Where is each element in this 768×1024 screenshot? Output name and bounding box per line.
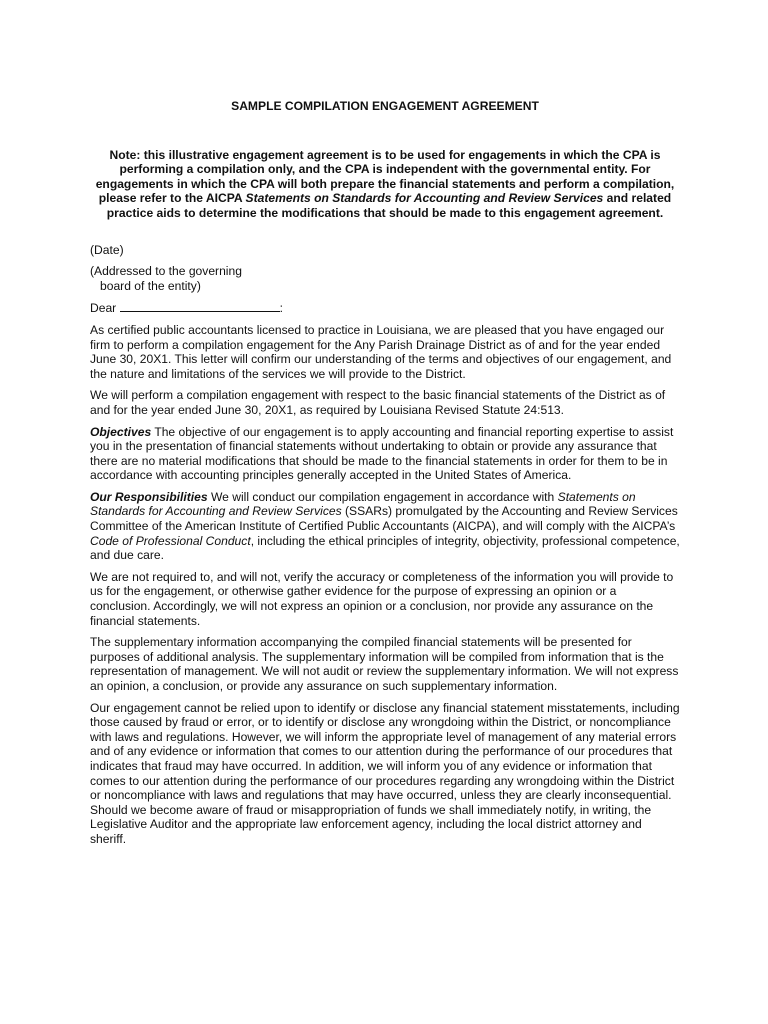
page-title: SAMPLE COMPILATION ENGAGEMENT AGREEMENT: [231, 99, 539, 113]
responsibilities-text-1: We will conduct our compilation engagement in accordance with: [207, 489, 558, 504]
engagement-paragraph: We will perform a compilation engagement with respect to the basic financial statements of the District as of and for the year ended June 30, 20X1, as required by Louisiana Revised Statute 24:513.: [90, 388, 666, 417]
note-italic-title: Statements on Standards for Accounting and Review Services: [245, 191, 604, 206]
objectives-text: The objective of our engagement is to apply accounting and financial reporting expertise to assist you in the presentation of financial statements without undertaking to obtain or provide any assurance that there are no material modifications that should be made to the financial statements in order for them to be in accordance with accounting principles generally accepted in the United States of America.: [90, 424, 674, 483]
not-required-paragraph: We are not required to, and will not, verify the accuracy or completeness of the information you will provide to us for the engagement, or otherwise gather evidence for the purpose of expressing an opinion or a conclusion. Accordingly, we will not express an opinion or a conclusion, nor provide any assurance on the financial statements.: [90, 569, 674, 628]
address-block: [90, 264, 680, 293]
salutation-colon: :: [279, 301, 283, 316]
intro-paragraph: As certified public accountants licensed to practice in Louisiana, we are pleased that you have engaged our firm to perform a compilation engagement for the Any Parish Drainage District as of and for the year ended June 30, 20X1. This letter will confirm our understanding of the terms and objectives of our engagement, and the nature and limitations of the services we will provide to the District.: [90, 322, 672, 381]
document-body: [90, 99, 680, 847]
salutation: [90, 300, 680, 316]
salutation-blank: [120, 300, 280, 312]
salutation-text: Dear: [90, 301, 117, 316]
supplementary-paragraph: The supplementary information accompanying the compiled financial statements will be presented for purposes of additional analysis. The supplementary information will be compiled from information that is the representation of management. We will not audit or review the supplementary information. We will not express an opinion, a conclusion, or provide any assurance on such supplementary information.: [90, 635, 679, 693]
responsibilities-italic-2: Code of Professional Conduct: [90, 533, 251, 548]
fraud-paragraph: Our engagement cannot be relied upon to identify or disclose any financial statement misstatements, including those caused by fraud or error, or to identify or disclose any wrongdoing within the District, or noncompliance with laws and regulations. However, we will inform the appropriate level of management of any material errors and of any evidence or information that comes to our attention during the performance of our procedures that indicates that fraud may have occurred. In addition, we will inform you of any evidence or information that comes to our attention during the performance of our procedures regarding any wrongdoing within the District or noncompliance with laws and regulations that may have occurred, unless they are clearly inconsequential. Should we become aware of fraud or misappropriation of funds we shall immediately notify, in writing, the Legislative Auditor and the appropriate law enforcement agency, including the local district attorney and sheriff.: [90, 700, 680, 846]
date-line: (Date): [90, 242, 124, 257]
note-paragraph: [90, 148, 680, 221]
objectives-heading: Objectives: [90, 424, 152, 439]
responsibilities-text-3: , including the ethical principles of integrity, objectivity, professional competence, and due care.: [90, 533, 680, 563]
responsibilities-paragraph: [90, 490, 680, 563]
objectives-paragraph: [90, 425, 680, 483]
responsibilities-heading: Our Responsibilities: [90, 489, 208, 504]
note-text-1: Note: this illustrative engagement agreement is to be used for engagements in which the CPA is performing a compilation only, and the CPA is independent with the governmental entity. For engagements in which the CPA will both prepare the financial statements and perform a compilation, please refer to the AICPA: [95, 147, 675, 206]
responsibilities-text-2: (SSARs) promulgated by the Accounting and Review Services Committee of the American Institute of Certified Public Accountants (AICPA), and will comply with the AICPA’s: [90, 504, 678, 534]
responsibilities-italic-1: Statements on Standards for Accounting and Review Services: [90, 489, 636, 519]
note-text-2: and related practice aids to determine the modifications that should be made to this engagement agreement.: [106, 191, 672, 220]
address-line-2: board of the entity): [100, 278, 201, 293]
address-line-1: (Addressed to the governing: [90, 264, 242, 279]
